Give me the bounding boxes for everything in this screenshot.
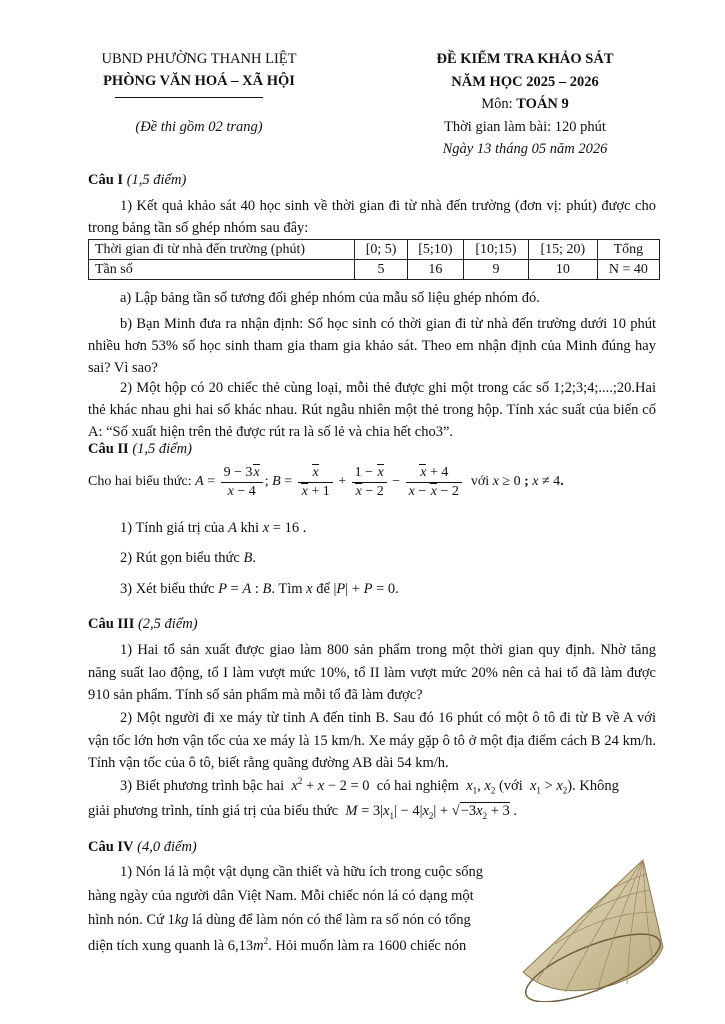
table-cell: Tần số xyxy=(89,260,355,280)
fraction-b1: $\frac{x}{x + 1}$ xyxy=(298,464,333,501)
table-cell: [15; 20) xyxy=(528,240,597,260)
q1-part1: 1) Kết quả khảo sát 40 học sinh về thời gian đi từ nhà đến trường (đơn vị: phút) được cho trong bảng tần số ghép nhóm sau đây: xyxy=(88,198,656,236)
q3-part1: 1) Hai tổ sản xuất được giao làm 800 sản phẩm trong một thời gian quy định. Nhờ tăng năng suất lao động, tổ I làm vượt mức 10%, tổ II làm vượt mức 20% nên cả hai tổ đã làm được 910 sản phẩm. Tính số sản phẩm mà mỗi tổ đã làm được? xyxy=(88,642,656,703)
q4-line1: 1) Nón lá là một vật dụng cần thiết và hữu ích trong cuộc sống xyxy=(120,864,484,880)
table-cell: [0; 5) xyxy=(355,240,407,260)
table-row xyxy=(89,240,660,260)
table-cell: [5;10) xyxy=(407,240,463,260)
table-cell: 9 xyxy=(464,260,529,280)
q1-part2: 2) Một hộp có 20 chiếc thẻ cùng loại, mỗi thẻ được ghi một trong các số 1;2;3;4;....;20.Hai thẻ khác nhau ghi hai số khác nhau. Rút ngẫu nhiên một thẻ trong hộp. Tính xác suất của biến cố A: “Số xuất hiện trên thẻ được rút ra là số lẻ và chia hết cho3”. xyxy=(88,380,656,440)
table-row xyxy=(89,260,660,280)
q4-line2: hàng ngày của người dân Việt Nam. Mỗi chiếc nón lá có dạng một xyxy=(88,888,474,904)
q3-part2: 2) Một người đi xe máy từ tỉnh A đến tỉnh B. Sau đó 16 phút có một ô tô đi từ B về A với vận tốc lớn hơn vận tốc của xe máy là 15 km/h. Xe máy gặp ô tô ở một địa điểm cách B 24 km/h. Tính vận tốc của ô tô, biết rằng quãng đường AB dài 54 km/h. xyxy=(88,710,656,771)
q4-line4: diện tích xung quanh là $6,13m^2$. Hỏi muốn làm ra 1600 chiếc nón xyxy=(88,936,467,954)
header-left-line1: UBND PHƯỜNG THANH LIỆT xyxy=(101,51,297,67)
fraction-a: $\frac{9 - 3x}{x - 4}$ xyxy=(221,464,263,501)
fraction-b2: $\frac{1 - x}{x - 2}$ xyxy=(352,464,387,501)
q2-part1: 1) Tính giá trị của A khi x = 16 . xyxy=(120,520,307,536)
header-right-line2: NĂM HỌC 2025 – 2026 xyxy=(451,74,599,90)
table-cell: N = 40 xyxy=(597,260,659,280)
q1-part-b: b) Bạn Minh đưa ra nhận định: Số học sinh có thời gian đi từ nhà đến trường dưới 10 phút nhiều hơn 53% số học sinh tham gia tham gia khảo sát. Theo em nhận định của Minh đúng hay sai? Vì sao? xyxy=(88,316,656,376)
header-date: Ngày 13 tháng 05 năm 2026 xyxy=(442,141,608,157)
q4-line3: hình nón. Cứ 1kg lá dùng để làm nón có thể làm ra số nón có tổng xyxy=(88,912,471,928)
q1-heading: Câu I (1,5 điểm) xyxy=(88,172,187,188)
fraction-b3: $\frac{x + 4}{x - x - 2}$ xyxy=(406,464,462,501)
table-cell: 10 xyxy=(528,260,597,280)
q3-heading: Câu III (2,5 điểm) xyxy=(88,616,198,632)
header-note: (Đề thi gồm 02 trang) xyxy=(135,119,263,135)
q2-part2: 2) Rút gọn biểu thức B. xyxy=(120,550,256,566)
q2-part3: 3) Xét biểu thức P = A : B. Tìm x để |P| + P = 0. xyxy=(120,581,399,597)
header-right-line1: ĐỀ KIỂM TRA KHẢO SÁT xyxy=(436,51,614,67)
header-underline xyxy=(115,97,263,98)
header-left-line2: PHÒNG VĂN HOÁ – XÃ HỘI xyxy=(103,73,295,89)
table-cell: [10;15) xyxy=(464,240,529,260)
q2-heading: Câu II (1,5 điểm) xyxy=(88,441,192,457)
table-cell: 16 xyxy=(407,260,463,280)
q4-heading: Câu IV (4,0 điểm) xyxy=(88,839,197,855)
table-cell: Thời gian đi từ nhà đến trường (phút) xyxy=(89,240,355,260)
q2-expressions: Cho hai biểu thức: A = $\frac{9 - 3x}{x - 4}$ ; B = $\frac{x}{x + 1}$ + $\frac{1 - x}{x - 2}$ − $\frac{x + 4}{x - x - 2}$ với x ≥ 0 ; x ≠ 4 . xyxy=(88,464,564,499)
conical-hat-image xyxy=(515,852,665,1002)
q3-part3-line2: giải phương trình, tính giá trị của biểu thức $M = 3|x_1| - 4|x_2| + √-3x_2 + 3$ . xyxy=(88,803,518,821)
q1-part-a: a) Lập bảng tần số tương đối ghép nhóm của mẫu số liệu ghép nhóm đó. xyxy=(120,290,540,306)
table-cell: 5 xyxy=(355,260,407,280)
q3-part3-line1: 3) Biết phương trình bậc hai $x^2 + x - 2 = 0$ có hai nghiệm $x_1$, $x_2$ (với $x_1 > x_2$). Không xyxy=(120,776,619,796)
frequency-table xyxy=(88,239,660,280)
header-subject: Môn: TOÁN 9 xyxy=(481,96,569,112)
header-time: Thời gian làm bài: 120 phút xyxy=(444,119,606,135)
table-cell: Tổng xyxy=(597,240,659,260)
